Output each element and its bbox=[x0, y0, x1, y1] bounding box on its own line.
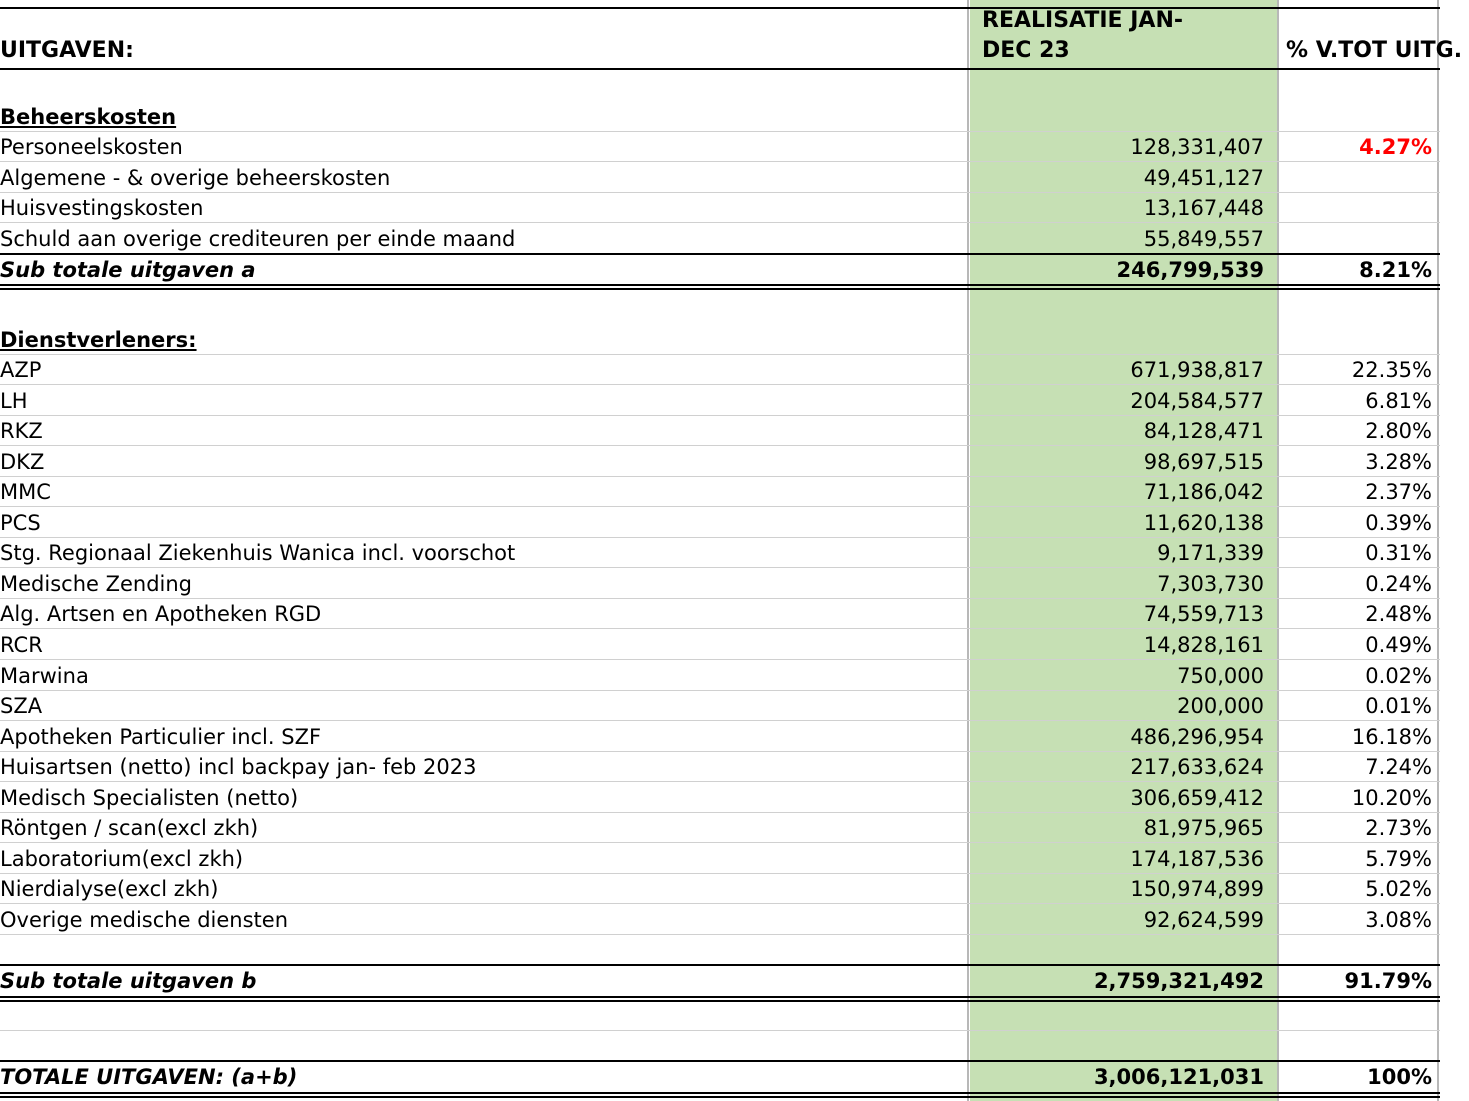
expense-row[interactable] bbox=[0, 844, 1440, 874]
expense-label: Alg. Artsen en Apotheken RGD bbox=[0, 602, 322, 627]
expense-pct: 16.18% bbox=[1351, 724, 1432, 749]
header-realisatie[interactable] bbox=[982, 6, 1272, 66]
subtotal-b-bottom-border bbox=[0, 996, 1440, 998]
expense-label: RCR bbox=[0, 632, 43, 657]
subtotal-a-pct: 8.21% bbox=[1359, 258, 1432, 282]
expense-label: Medische Zending bbox=[0, 571, 193, 596]
expense-pct: 0.39% bbox=[1365, 510, 1432, 535]
expense-row[interactable] bbox=[0, 569, 1440, 599]
expense-pct: 5.79% bbox=[1365, 846, 1432, 871]
expense-label: Nierdialyse(excl zkh) bbox=[0, 877, 219, 902]
expense-value: 81,975,965 bbox=[1143, 816, 1264, 841]
expense-pct: 5.02% bbox=[1365, 877, 1432, 902]
expense-row[interactable] bbox=[0, 538, 1440, 568]
expense-row[interactable] bbox=[0, 752, 1440, 782]
expense-row[interactable] bbox=[0, 783, 1440, 813]
expense-row[interactable] bbox=[0, 661, 1440, 691]
expense-label: Marwina bbox=[0, 663, 89, 688]
expense-pct: 0.49% bbox=[1365, 632, 1432, 657]
total-pct: 100% bbox=[1367, 1065, 1432, 1089]
expense-row[interactable] bbox=[0, 447, 1440, 477]
expense-value: 217,633,624 bbox=[1130, 755, 1264, 780]
section-title-row[interactable] bbox=[0, 102, 1440, 132]
expense-value: 9,171,339 bbox=[1157, 541, 1264, 566]
total-bottom-border-2 bbox=[0, 1096, 1440, 1098]
subtotal-b-value: 2,759,321,492 bbox=[1093, 969, 1264, 993]
subtotal-a-bottom-border bbox=[0, 284, 1440, 286]
expense-pct bbox=[1282, 193, 1432, 223]
subtotal-a-bottom-border-2 bbox=[0, 288, 1440, 290]
section-title-row[interactable] bbox=[0, 325, 1440, 355]
gridline-horizontal bbox=[0, 1030, 1440, 1031]
subtotal-b-row[interactable] bbox=[0, 966, 1440, 996]
header-realisatie-line2: DEC 23 bbox=[982, 38, 1070, 63]
expense-label: Overige medische diensten bbox=[0, 907, 289, 932]
expense-value: 150,974,899 bbox=[1130, 877, 1264, 902]
expense-value: 200,000 bbox=[1177, 694, 1264, 719]
expense-row[interactable] bbox=[0, 630, 1440, 660]
expense-label: MMC bbox=[0, 480, 51, 505]
expense-label: Röntgen / scan(excl zkh) bbox=[0, 816, 259, 841]
expense-value: 84,128,471 bbox=[1143, 419, 1264, 444]
expense-row[interactable] bbox=[0, 477, 1440, 507]
expense-row[interactable] bbox=[0, 355, 1440, 385]
expense-row[interactable] bbox=[0, 905, 1440, 935]
expense-value: 486,296,954 bbox=[1130, 724, 1264, 749]
expense-pct: 3.08% bbox=[1365, 907, 1432, 932]
expense-value: 7,303,730 bbox=[1157, 571, 1264, 596]
expense-pct: 2.80% bbox=[1365, 419, 1432, 444]
expense-value: 13,167,448 bbox=[1143, 196, 1264, 221]
total-row[interactable] bbox=[0, 1062, 1440, 1092]
expense-value: 92,624,599 bbox=[1143, 907, 1264, 932]
expense-pct: 2.73% bbox=[1365, 816, 1432, 841]
header-bottom-border bbox=[0, 68, 1440, 70]
subtotal-a-row[interactable] bbox=[0, 255, 1440, 285]
header-uitgaven[interactable]: UITGAVEN: bbox=[0, 38, 134, 63]
expense-pct: 6.81% bbox=[1365, 388, 1432, 413]
expense-label: Huisartsen (netto) incl backpay jan- feb 2023 bbox=[0, 755, 477, 780]
expense-pct: 7.24% bbox=[1365, 755, 1432, 780]
expense-label: Medisch Specialisten (netto) bbox=[0, 785, 299, 810]
expense-row[interactable] bbox=[0, 722, 1440, 752]
expense-label: AZP bbox=[0, 358, 42, 382]
expense-value: 174,187,536 bbox=[1130, 846, 1264, 871]
expense-row[interactable] bbox=[0, 416, 1440, 446]
expense-value: 49,451,127 bbox=[1143, 165, 1264, 190]
expense-row[interactable] bbox=[0, 224, 1440, 254]
expense-label: PCS bbox=[0, 510, 41, 535]
expense-value: 671,938,817 bbox=[1130, 358, 1264, 382]
total-label: TOTALE UITGAVEN: (a+b) bbox=[0, 1065, 298, 1089]
total-bottom-border bbox=[0, 1092, 1440, 1094]
expense-pct: 22.35% bbox=[1351, 358, 1432, 382]
expense-row[interactable] bbox=[0, 163, 1440, 193]
expense-label: DKZ bbox=[0, 449, 45, 474]
expense-pct: 0.31% bbox=[1365, 541, 1432, 566]
expense-pct: 2.37% bbox=[1365, 480, 1432, 505]
header-realisatie-line1: REALISATIE JAN- bbox=[982, 8, 1183, 33]
expense-value: 750,000 bbox=[1177, 663, 1264, 688]
expense-label: Huisvestingskosten bbox=[0, 196, 204, 221]
expense-value: 14,828,161 bbox=[1143, 632, 1264, 657]
expense-pct: 2.48% bbox=[1365, 602, 1432, 627]
expense-pct: 4.27% bbox=[1359, 135, 1432, 159]
expense-row[interactable] bbox=[0, 813, 1440, 843]
expense-label: Schuld aan overige crediteuren per einde maand bbox=[0, 226, 516, 251]
expense-label: Apotheken Particulier incl. SZF bbox=[0, 724, 322, 749]
subtotal-b-label: Sub totale uitgaven b bbox=[0, 969, 257, 993]
expense-value: 128,331,407 bbox=[1130, 135, 1264, 159]
expense-value: 306,659,412 bbox=[1130, 785, 1264, 810]
expense-value: 74,559,713 bbox=[1143, 602, 1264, 627]
subtotal-a-value: 246,799,539 bbox=[1116, 258, 1264, 282]
expense-label: Laboratorium(excl zkh) bbox=[0, 846, 244, 871]
expense-row[interactable] bbox=[0, 193, 1440, 223]
expense-row[interactable] bbox=[0, 599, 1440, 629]
expense-pct: 0.01% bbox=[1365, 694, 1432, 719]
section-b-title: Dienstverleners: bbox=[0, 328, 197, 352]
expense-value: 98,697,515 bbox=[1143, 449, 1264, 474]
expense-row[interactable] bbox=[0, 508, 1440, 538]
expense-pct bbox=[1282, 163, 1432, 193]
subtotal-b-pct: 91.79% bbox=[1344, 969, 1432, 993]
expense-row[interactable] bbox=[0, 132, 1440, 162]
expense-label: SZA bbox=[0, 694, 43, 719]
expense-label: LH bbox=[0, 388, 28, 413]
expense-value: 71,186,042 bbox=[1143, 480, 1264, 505]
expense-value: 11,620,138 bbox=[1143, 510, 1264, 535]
total-value: 3,006,121,031 bbox=[1093, 1065, 1264, 1089]
expense-row[interactable] bbox=[0, 386, 1440, 416]
expense-pct: 0.02% bbox=[1365, 663, 1432, 688]
expense-label: Algemene - & overige beheerskosten bbox=[0, 165, 391, 190]
subtotal-a-label: Sub totale uitgaven a bbox=[0, 258, 256, 282]
expense-value: 204,584,577 bbox=[1130, 388, 1264, 413]
expense-row[interactable] bbox=[0, 874, 1440, 904]
expense-value: 55,849,557 bbox=[1143, 226, 1264, 251]
expense-pct: 10.20% bbox=[1351, 785, 1432, 810]
subtotal-b-bottom-border-2 bbox=[0, 1000, 1440, 1002]
expense-pct: 0.24% bbox=[1365, 571, 1432, 596]
expense-row[interactable] bbox=[0, 691, 1440, 721]
section-a-title: Beheerskosten bbox=[0, 105, 177, 129]
expense-pct bbox=[1282, 224, 1432, 254]
expense-label: Stg. Regionaal Ziekenhuis Wanica incl. voorschot bbox=[0, 541, 516, 566]
expense-pct: 3.28% bbox=[1365, 449, 1432, 474]
expense-label: RKZ bbox=[0, 419, 43, 444]
expense-label: Personeelskosten bbox=[0, 135, 183, 159]
header-percentage[interactable]: % V.TOT UITG. bbox=[1286, 38, 1463, 63]
